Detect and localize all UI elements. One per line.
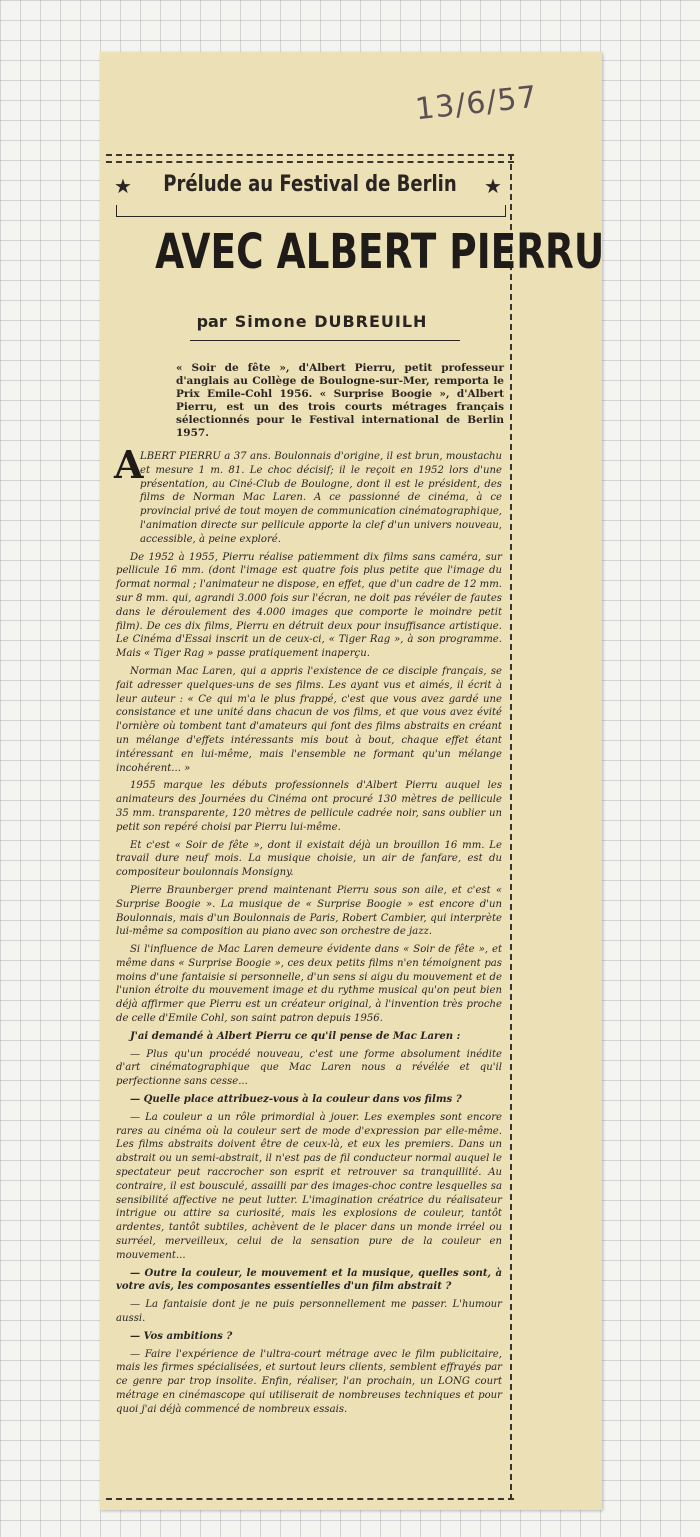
question-paragraph: — Outre la couleur, le mouvement et la musique, quelles sont, à votre avis, les composantes essentielles d'un film abstrait ? (116, 1267, 502, 1293)
paragraph: — Plus qu'un procédé nouveau, c'est une forme absolument inédite d'art cinématographique que Mac Laren nous a révélée et qu'il perfectionne sans cesse... (116, 1048, 502, 1088)
bottom-dashed-rule (106, 1498, 514, 1500)
question-paragraph: J'ai demandé à Albert Pierru ce qu'il pense de Mac Laren : (130, 1030, 461, 1042)
kicker-rule (116, 216, 506, 217)
headline: AVEC ALBERT PIERRU (155, 224, 605, 280)
byline-prefix: par (196, 312, 227, 331)
question-paragraph: — Quelle place attribuez-vous à la couleur dans vos films ? (130, 1094, 462, 1106)
paragraph: — La couleur a un rôle primordial à jouer. Les exemples sont encore rares au cinéma où la couleur sert de mode d'expression par elle-même. Les films abstraits doivent être de ceux-là, et eux les premiers. Dans un abstrait ou un semi-abstrait, il n'est pas de fil conducteur normal auquel le spectateur peut raccrocher son esprit et retrouver sa tranquillité. Au contraire, il est bousculé, assailli par des images-choc contre lesquelles sa sensibilité affective ne peut lutter. L'imagination créatrice du réalisateur intrigue ou attire sa curiosité, mais les explosions de couleur, tantôt ardentes, tantôt subtiles, achèvent de le placer dans un monde irréel ou surréel, merveilleux, celui de la sensation pure de la couleur en mouvement... (116, 1111, 502, 1261)
paragraph: Et c'est « Soir de fête », dont il existait déjà un brouillon 16 mm. Le travail dure neuf mois. La musique choisie, un air de fanfare, est du compositeur boulonnais Monsigny. (116, 839, 502, 879)
right-dashed-rule (510, 154, 516, 1500)
star-icon: ★ (114, 174, 132, 198)
paragraph: LBERT PIERRU a 37 ans. Boulonnais d'origine, il est brun, moustachu et mesure 1 m. 81. Le choc décisif; il le reçoit en 1952 lors d'une présentation, au Ciné-Club de Boulogne, dont il est le président, des films de Norman Mac Laren. A ce passionné de cinéma, à ce provincial privé de tout moyen de communication cinématographique, l'animation directe sur pellicule apporte la clef d'un univers nouveau, accessible, à peine exploré. (140, 451, 502, 545)
kicker-title: Prélude au Festival de Berlin (163, 172, 457, 197)
paragraph: Si l'influence de Mac Laren demeure évidente dans « Soir de fête », et même dans « Surprise Boogie », ces deux petits films n'en témoignent pas moins d'une fantaisie si personnelle, d'un sens si aigu du mouvement et de l'union étroite du mouvement image et du rythme musical qu'on peut bien déjà affirmer que Pierru est un créateur original, à l'invention très proche de celle d'Emile Cohl, son saint patron depuis 1956. (116, 944, 502, 1025)
star-icon: ★ (484, 174, 502, 198)
paragraph: 1955 marque les débuts professionnels d'Albert Pierru auquel les animateurs des Journées du Cinéma ont procuré 130 mètres de pellicule 35 mm. transparente, 120 mètres de pellicule cadrée noir, sans oublier un petit son repéré choisi par Pierru lui-même. (116, 780, 502, 833)
paragraph: — Faire l'expérience de l'ultra-court métrage avec le film publicitaire, mais les firmes spécialisées, et surtout leurs clients, semblent effrayés par ce genre par trop insolite. Enfin, réaliser, l'an prochain, un LONG court métrage en cinémascope qui utiliserait de nombreuses techniques et pour quoi j'ai déjà commencé de nombreux essais. (116, 1348, 502, 1415)
lede-paragraph: « Soir de fête », d'Albert Pierru, petit professeur d'anglais au Collège de Boulogne-sur-Mer, remporta le Prix Emile-Cohl 1956. « Surprise Boogie », d'Albert Pierru, est un des trois courts métrages français sélectionnés pour le Festival international de Berlin 1957. (176, 362, 504, 439)
paragraph: — La fantaisie dont je ne puis personnellement me passer. L'humour aussi. (116, 1299, 502, 1325)
drop-cap: A (114, 442, 144, 487)
paragraph: Norman Mac Laren, qui a appris l'existence de ce disciple français, se fait adresser quelques-uns de ses films. Les ayant vus et aimés, il écrit à leur auteur : « Ce qui m'a le plus frappé, c'est que vous avez gardé une consistance et une unité dans chacun de vos films, et que vous avez évité l'ornière où tombent tant d'amateurs qui font des films abstraits en créant un mélange d'effets intéressants mis bout à bout, chaque effet étant intéressant en lui-même, mais l'ensemble ne formant qu'un mélange incohérent... » (116, 665, 502, 774)
paragraph: Pierre Braunberger prend maintenant Pierru sous son aile, et c'est « Surprise Boogie ». La musique de « Surprise Boogie » est encore d'un Boulonnais, mais d'un Boulonnais de Paris, Robert Cambier, qui interprète lui-même sa composition au piano avec son orchestre de jazz. (116, 884, 502, 938)
paragraph: De 1952 à 1955, Pierru réalise patiemment dix films sans caméra, sur pellicule 16 mm. (dont l'image est quatre fois plus petite que l'image du format normal ; l'animateur ne dispose, en effet, que d'un cadre de 12 mm. sur 8 mm. qui, agrandi 3.000 fois sur l'écran, ne doit pas révéler de fautes dans le déroulement des 4.000 images que comporte le moindre petit film). De ces dix films, Pierru en détruit deux pour insuffisance artistique. Le Cinéma d'Essai inscrit un de ceux-ci, « Tiger Rag », à son programme. Mais « Tiger Rag » passe pratiquement inaperçu. (116, 551, 502, 660)
top-dashed-rule (106, 154, 514, 163)
handwritten-date: 13/6/57 (413, 79, 540, 128)
byline-author: Simone DUBREUILH (234, 312, 428, 331)
question-paragraph: — Vos ambitions ? (130, 1330, 233, 1342)
byline (152, 312, 472, 331)
article-body (116, 450, 502, 1421)
byline-rule (190, 340, 460, 341)
